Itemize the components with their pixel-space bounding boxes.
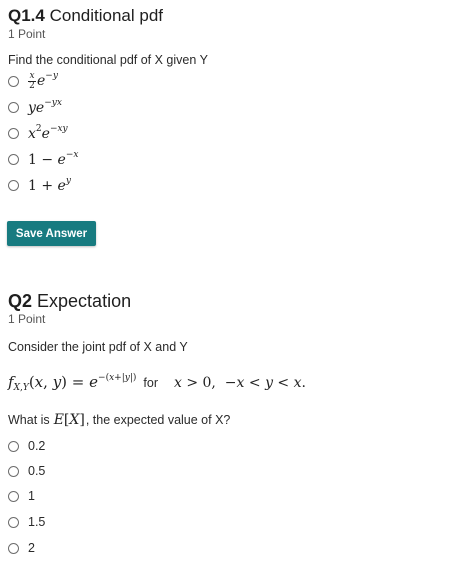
question-2-prompt: Consider the joint pdf of X and Y — [8, 340, 188, 354]
radio-button[interactable] — [8, 128, 19, 139]
question-2-title-text: Expectation — [37, 291, 132, 311]
question-1-title — [8, 6, 468, 26]
q2-option-5-label: 2 — [28, 541, 35, 555]
q2-option-3-label: 1 — [28, 489, 35, 503]
question-2-post: , the expected value of X? — [85, 413, 231, 427]
q1-option-3-label: $x^2e^{-xy}$ — [28, 124, 68, 142]
formula-for-text: for — [143, 376, 158, 390]
question-2-pre: What is — [8, 413, 50, 427]
formula-lhs: $f_{X,Y}(x$, $y) = e^{-(x+|y|)}$ — [8, 373, 137, 393]
q2-option-4-label: 1.5 — [28, 515, 46, 529]
q2-option-1-label: 0.2 — [28, 439, 46, 453]
radio-button[interactable] — [8, 491, 19, 502]
radio-button[interactable] — [8, 543, 19, 554]
expectation-symbol: E[X] — [53, 412, 85, 428]
radio-button[interactable] — [8, 466, 19, 477]
question-1-header — [8, 6, 468, 41]
q1-option-2-label: $ye^{-yx}$ — [28, 98, 62, 116]
q2-option-2-label: 0.5 — [28, 464, 46, 478]
radio-button[interactable] — [8, 180, 19, 191]
q1-option-5-label: $1 + e^y$ — [28, 176, 71, 194]
q1-option-1[interactable] — [8, 71, 58, 91]
question-2-question — [8, 412, 468, 428]
q1-option-4[interactable] — [8, 149, 78, 169]
question-1-prompt: Find the conditional pdf of X given Y — [8, 53, 208, 67]
radio-button[interactable] — [8, 102, 19, 113]
radio-button[interactable] — [8, 154, 19, 165]
q1-option-1-label: x 2 $e^{-y}$ — [29, 70, 58, 91]
question-2-title — [8, 291, 468, 311]
q1-option-3[interactable] — [8, 123, 68, 143]
radio-button[interactable] — [8, 517, 19, 528]
q2-option-4[interactable] — [8, 512, 45, 532]
q1-option-5[interactable] — [8, 175, 71, 195]
question-1-title-text: Conditional pdf — [49, 6, 164, 25]
save-answer-button[interactable]: Save Answer — [7, 221, 96, 246]
radio-button[interactable] — [8, 76, 19, 87]
question-1-points: 1 Point — [8, 27, 46, 41]
formula-domain: x > 0, −x < y < x. — [173, 375, 306, 391]
q2-option-3[interactable] — [8, 486, 35, 506]
joint-pdf-formula — [8, 373, 468, 393]
radio-button[interactable] — [8, 441, 19, 452]
question-2-header — [8, 291, 468, 326]
q2-option-1[interactable] — [8, 436, 45, 456]
question-2-number: Q2 — [8, 291, 33, 311]
q2-option-2[interactable] — [8, 461, 45, 481]
question-2-points: 1 Point — [8, 312, 46, 326]
question-1-number: Q1.4 — [8, 6, 45, 25]
q1-option-2[interactable] — [8, 97, 62, 117]
q1-option-4-label: $1 - e^{-x}$ — [28, 150, 79, 168]
q2-option-5[interactable] — [8, 538, 35, 558]
